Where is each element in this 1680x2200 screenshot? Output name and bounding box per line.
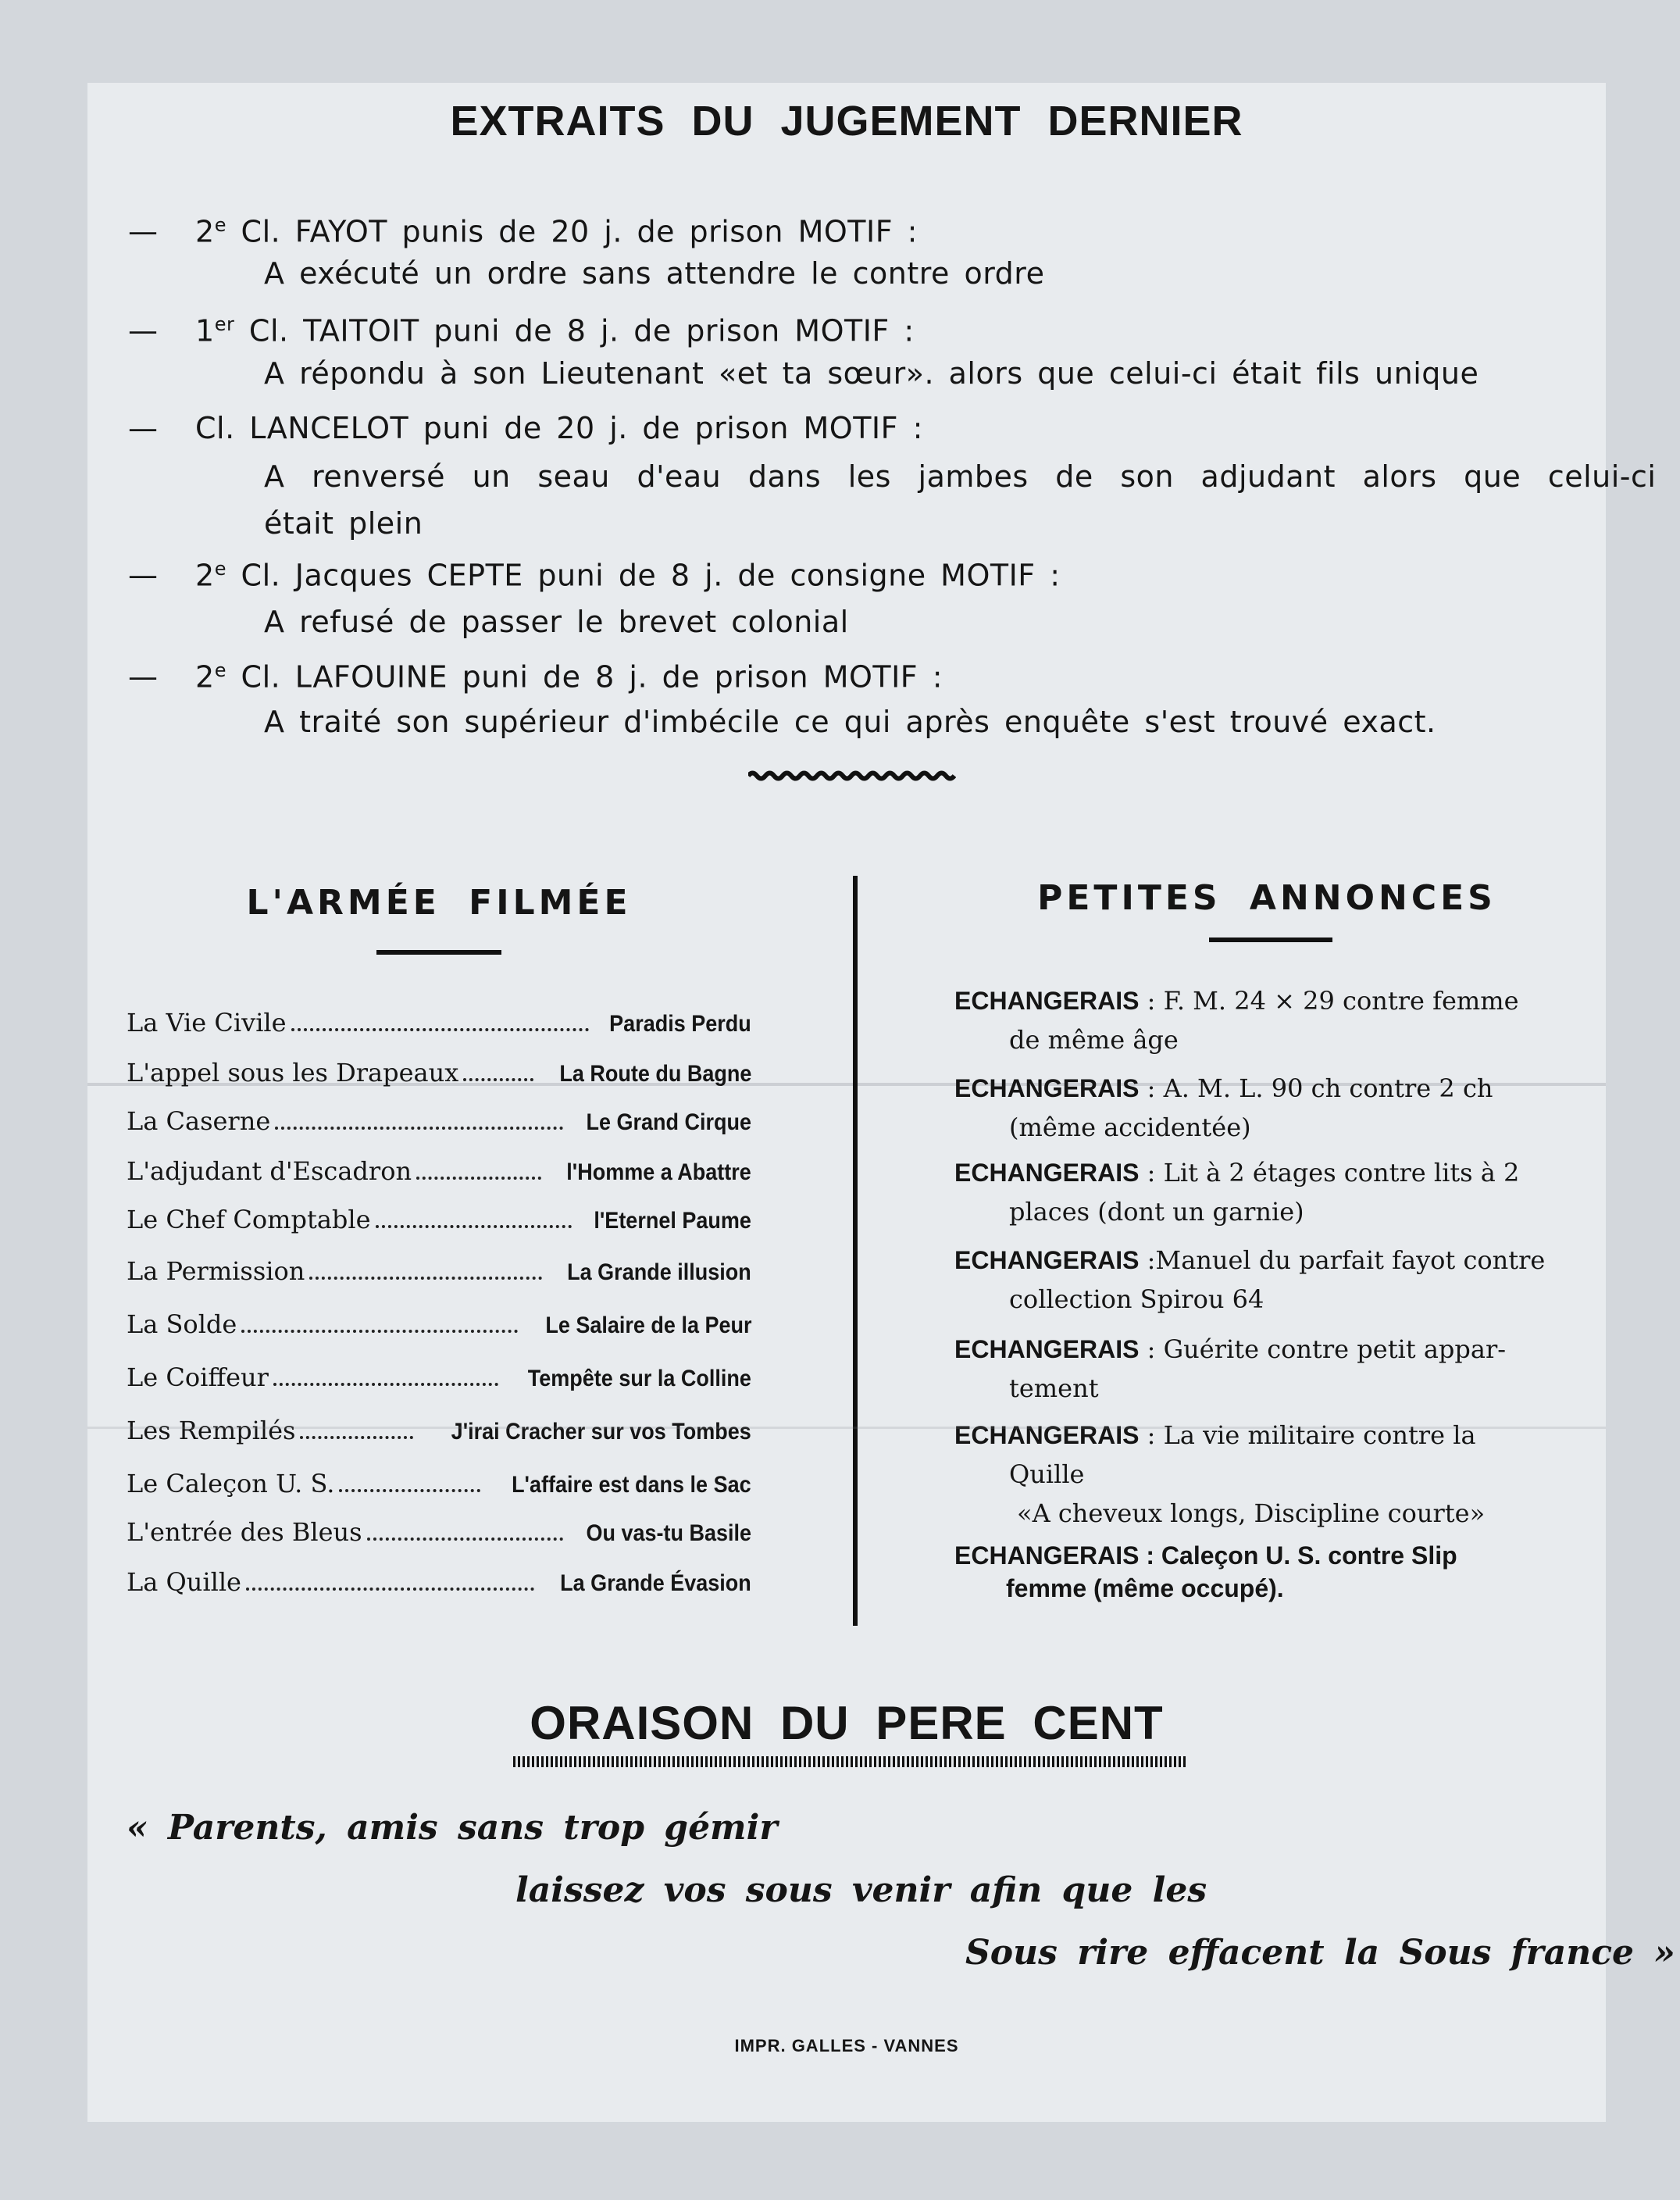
film-row-title: Le Grand Cirque — [586, 1109, 751, 1135]
leader-dots — [309, 1276, 542, 1280]
annonce-text: collection Spirou 64 — [1009, 1284, 1264, 1314]
verse-line: Sous rire effacent la Sous france » — [965, 1933, 1675, 1973]
leader-dots — [300, 1435, 413, 1439]
film-row-label: Le Chef Comptable — [127, 1205, 371, 1234]
leader-dots — [246, 1587, 534, 1591]
leader-dots — [339, 1488, 480, 1492]
film-row-label: La Vie Civile — [127, 1008, 287, 1038]
leader-dots — [416, 1176, 541, 1180]
annonce-text: : Caleçon U. S. contre Slip — [1139, 1541, 1457, 1570]
entry-dash: — — [128, 411, 159, 445]
judgement-reason: A traité son supérieur d'imbécile ce qui après enquête s'est trouvé exact. — [264, 705, 1436, 739]
film-row-label: L'adjudant d'Escadron — [127, 1156, 412, 1186]
judgement-reason: A refusé de passer le brevet colonial — [264, 605, 849, 639]
annonce-keyword: ECHANGERAIS — [954, 1246, 1140, 1274]
film-row-label: Le Caleçon U. S. — [127, 1469, 335, 1498]
film-row-label: Le Coiffeur — [127, 1362, 269, 1392]
film-row-label: La Quille — [127, 1567, 241, 1597]
film-row — [127, 1467, 751, 1498]
judgement-heading: 2e Cl. Jacques CEPTE puni de 8 j. de consigne MOTIF : — [195, 558, 1061, 593]
squiggle-divider — [748, 770, 956, 781]
film-row — [127, 1361, 751, 1392]
film-row — [127, 1203, 751, 1234]
film-row-title: La Grande Évasion — [560, 1570, 751, 1596]
leader-dots — [463, 1077, 533, 1081]
film-row-title: La Route du Bagne — [558, 1061, 751, 1087]
film-row — [127, 1308, 751, 1339]
judgement-heading: 1er Cl. TAITOIT puni de 8 j. de prison MOTIF : — [195, 313, 915, 348]
verse-line: « Parents, amis sans trop gémir — [127, 1808, 778, 1848]
annonce-item — [954, 1539, 1579, 1605]
printer-imprint: IMPR. GALLES - VANNES — [734, 2036, 959, 2055]
film-row-title: l'Eternel Paume — [594, 1208, 751, 1234]
annonce-keyword: ECHANGERAIS — [954, 1541, 1140, 1570]
judgement-reason: A exécuté un ordre sans attendre le contre ordre — [264, 256, 1045, 291]
annonce-text: : Lit à 2 étages contre lits à 2 — [1139, 1158, 1520, 1188]
leader-dots — [241, 1329, 517, 1333]
annonce-item — [954, 981, 1579, 1059]
film-row-label: L'entrée des Bleus — [127, 1517, 362, 1547]
judgement-heading: 2e Cl. LAFOUINE puni de 8 j. de prison MOTIF : — [195, 659, 943, 695]
annonce-item — [954, 1069, 1579, 1147]
film-row-title: l'Homme a Abattre — [566, 1159, 751, 1185]
entry-dash: — — [128, 558, 159, 592]
annonce-text: places (dont un garnie) — [1009, 1197, 1304, 1227]
film-row — [127, 1414, 751, 1445]
entry-dash: — — [128, 214, 159, 248]
entry-dash: — — [128, 313, 159, 348]
page-title: EXTRAITS DU JUGEMENT DERNIER — [450, 98, 1243, 145]
film-row — [127, 1255, 751, 1286]
annonce-text: : La vie militaire contre la — [1139, 1420, 1476, 1450]
annonce-keyword: ECHANGERAIS — [954, 1159, 1140, 1187]
annonce-text: (même accidentée) — [1009, 1112, 1251, 1142]
annonce-text: femme (même occupé). — [1006, 1574, 1284, 1602]
film-row-title: La Grande illusion — [567, 1259, 751, 1285]
films-title-underline — [376, 950, 501, 955]
column-divider — [853, 876, 858, 1626]
annonce-keyword: ECHANGERAIS — [954, 1335, 1140, 1363]
judgement-reason: A répondu à son Lieutenant «et ta sœur». alors que celui-ci était fils unique — [264, 356, 1479, 391]
film-row-label: La Permission — [127, 1256, 305, 1286]
annonces-title: PETITES ANNONCES — [1037, 878, 1496, 918]
annonce-text: «A cheveux longs, Discipline courte» — [1017, 1498, 1486, 1528]
film-row-title: Ou vas-tu Basile — [586, 1520, 751, 1546]
judgement-reason: A renversé un seau d'eau dans les jambes de son adjudant alors que celui-ci — [264, 459, 1657, 494]
film-row — [127, 1155, 751, 1186]
annonce-item — [954, 1241, 1579, 1319]
annonce-text: :Manuel du parfait fayot contre — [1139, 1245, 1546, 1275]
annonce-text: : A. M. L. 90 ch contre 2 ch — [1139, 1073, 1493, 1103]
annonce-keyword: ECHANGERAIS — [954, 987, 1140, 1015]
film-row — [127, 1566, 751, 1597]
film-row-label: La Solde — [127, 1309, 237, 1339]
film-row-title: L'affaire est dans le Sac — [512, 1472, 751, 1498]
judgement-list — [87, 83, 1657, 747]
film-row-label: Les Rempilés — [127, 1416, 296, 1445]
leader-dots — [273, 1382, 498, 1386]
film-row — [127, 1056, 751, 1088]
film-row-title: Paradis Perdu — [609, 1011, 751, 1037]
leader-dots — [291, 1027, 590, 1031]
leader-dots — [275, 1126, 563, 1130]
film-row-label: La Caserne — [127, 1106, 271, 1136]
film-row — [127, 1105, 751, 1136]
annonce-text: Quille — [1009, 1459, 1085, 1489]
leader-dots — [376, 1224, 572, 1228]
film-row-title: Tempête sur la Colline — [527, 1366, 751, 1391]
document-sheet — [87, 83, 1675, 2122]
film-row-title: Le Salaire de la Peur — [544, 1312, 751, 1338]
annonce-item — [954, 1153, 1579, 1231]
judgement-heading: Cl. LANCELOT puni de 20 j. de prison MOTIF : — [195, 411, 923, 445]
entry-dash: — — [128, 659, 159, 694]
oraison-title: ORAISON DU PERE CENT — [530, 1697, 1164, 1749]
annonce-text: : F. M. 24 × 29 contre femme — [1139, 986, 1519, 1016]
annonce-item — [954, 1330, 1579, 1408]
film-row — [127, 1006, 751, 1038]
film-row-title: J'irai Cracher sur vos Tombes — [451, 1419, 751, 1445]
annonce-keyword: ECHANGERAIS — [954, 1074, 1140, 1102]
film-row-label: L'appel sous les Drapeaux — [127, 1058, 459, 1088]
leader-dots — [367, 1537, 563, 1541]
film-row — [127, 1516, 751, 1547]
annonce-text: : Guérite contre petit appar- — [1139, 1334, 1507, 1364]
annonce-text: tement — [1009, 1373, 1099, 1403]
annonce-item — [954, 1416, 1579, 1533]
annonce-text: de même âge — [1009, 1025, 1179, 1055]
judgement-reason: était plein — [264, 506, 423, 541]
oraison-underline — [513, 1756, 1186, 1767]
films-title: L'ARMÉE FILMÉE — [246, 883, 632, 923]
annonce-keyword: ECHANGERAIS — [954, 1421, 1140, 1449]
annonces-title-underline — [1209, 938, 1332, 942]
verse-line: laissez vos sous venir afin que les — [515, 1870, 1207, 1910]
judgement-heading: 2e Cl. FAYOT punis de 20 j. de prison MOTIF : — [195, 214, 918, 249]
